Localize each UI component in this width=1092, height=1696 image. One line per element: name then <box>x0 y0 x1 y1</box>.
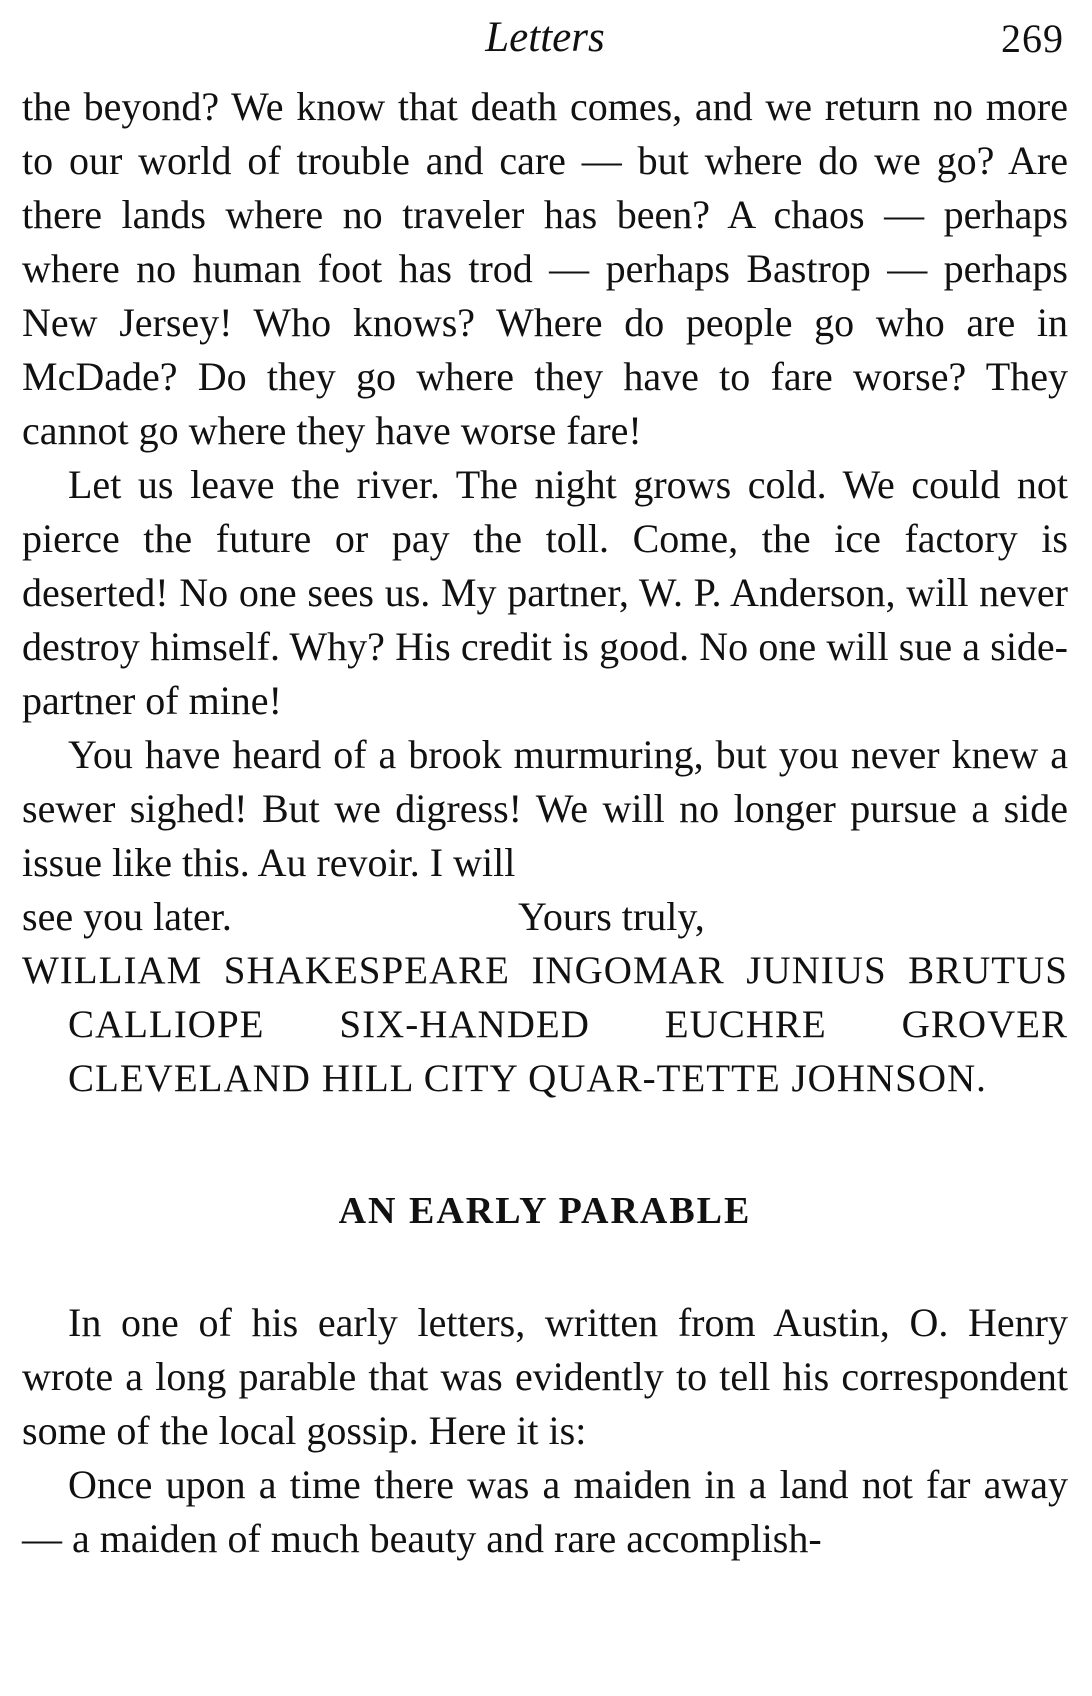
closing-farewell: see you later. <box>22 894 232 939</box>
running-title: Letters <box>485 14 605 61</box>
letter-body <box>22 80 1068 1106</box>
section-body <box>22 1296 1068 1566</box>
closing-valediction: Yours truly, <box>518 894 705 939</box>
letter-closing <box>22 890 1068 944</box>
signature: WILLIAM SHAKESPEARE INGOMAR JUNIUS BRUTUS CALLIOPE SIX-HANDED EUCHRE GROVER CLEVELAND HILL CITY QUAR-TETTE JOHNSON. <box>22 949 1068 1100</box>
book-page <box>22 0 1068 1566</box>
letter-paragraph-3: You have heard of a brook murmuring, but you never knew a sewer sighed! But we digress! We will no longer pursue a side issue like this. Au revoir. I will <box>22 732 1068 885</box>
letter-paragraph-1: the beyond? We know that death comes, and we return no more to our world of trouble and care — but where do we go? Are there lands where no traveler has been? A chaos — perhaps where no human foot has trod — perhaps Bastrop — perhaps New Jersey! Who knows? Where do people go who are in McDade? Do they go where they have to fare worse? They cannot go where they have worse fare! <box>22 84 1068 453</box>
section-paragraph-2: Once upon a time there was a maiden in a land not far away — a maiden of much beauty and rare accomplish- <box>22 1462 1068 1561</box>
page-number: 269 <box>1001 16 1064 61</box>
section-paragraph-1: In one of his early letters, written from Austin, O. Henry wrote a long parable that was evidently to tell his correspondent some of the local gossip. Here it is: <box>22 1300 1068 1453</box>
letter-paragraph-2: Let us leave the river. The night grows cold. We could not pierce the future or pay the toll. Come, the ice factory is deserted! No one sees us. My partner, W. P. Anderson, will never destroy himself. Why? His credit is good. No one will sue a side-partner of mine! <box>22 462 1068 723</box>
running-head <box>22 0 1068 80</box>
section-heading: AN EARLY PARABLE <box>338 1190 752 1232</box>
